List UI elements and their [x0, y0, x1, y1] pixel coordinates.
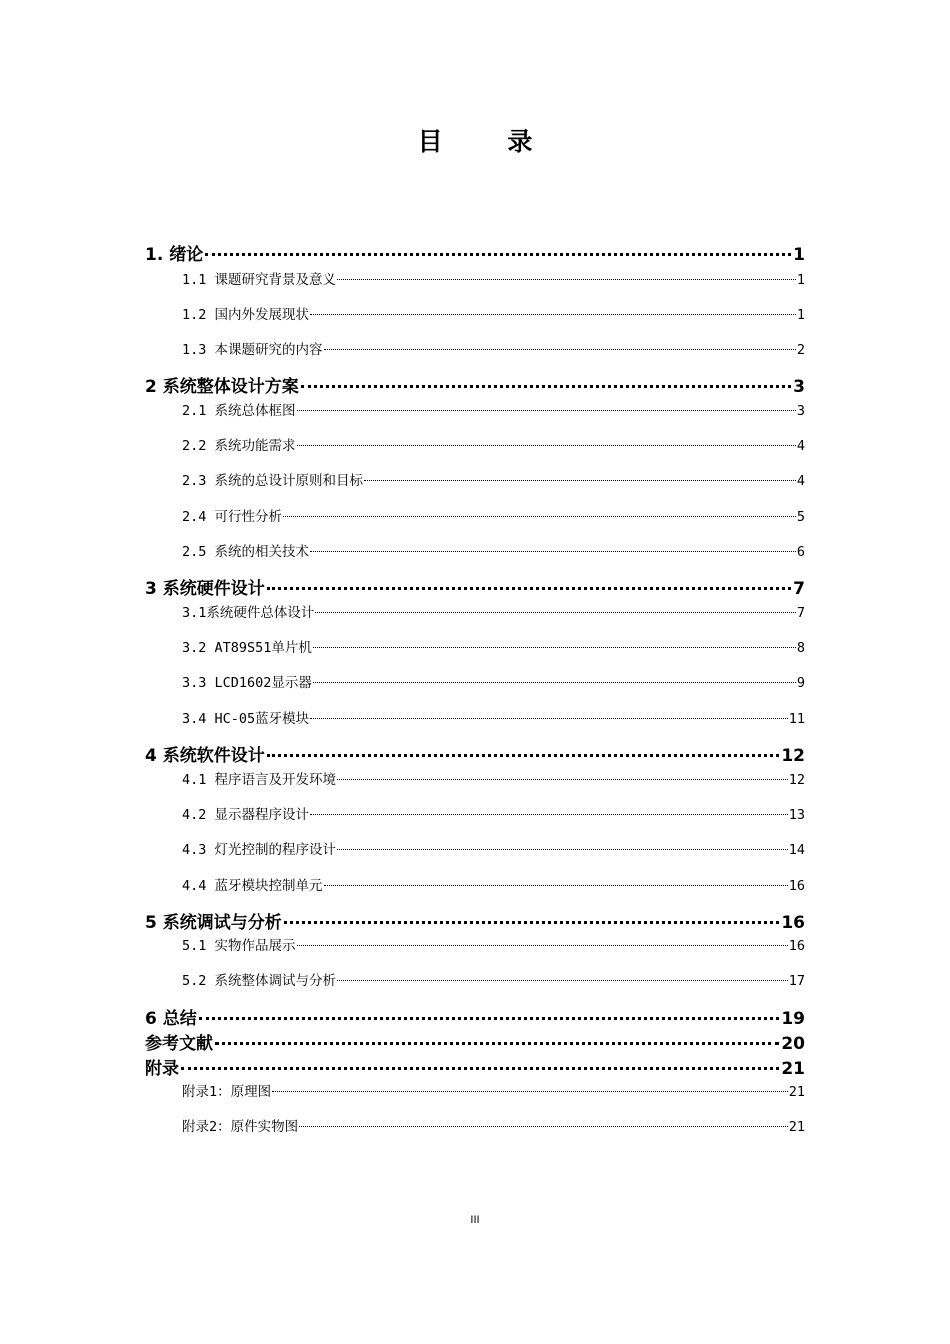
toc-page-number: 11: [788, 711, 805, 727]
dot-leader: [337, 279, 796, 280]
toc-entry-text: 参考文献: [145, 1034, 213, 1054]
toc-entry-text: 2.4 可行性分析: [182, 509, 283, 525]
toc-entry-text: 2.2 系统功能需求: [182, 438, 296, 454]
toc-entry-section[interactable]: [182, 507, 805, 527]
toc-entry-text: 5.2 系统整体调试与分析: [182, 973, 337, 989]
toc-entry-section[interactable]: [182, 709, 805, 729]
toc-page-number: 16: [781, 913, 805, 933]
toc-entry-section[interactable]: [182, 340, 805, 360]
toc-entry-section[interactable]: [182, 805, 805, 825]
dot-leader: [337, 779, 788, 780]
toc-page-number: 21: [788, 1084, 805, 1100]
dot-leader: [313, 682, 796, 683]
toc-page-number: 5: [796, 509, 805, 525]
dot-leader: [310, 718, 788, 719]
toc-entry-text: 6 总结: [145, 1009, 197, 1029]
toc-entry-section[interactable]: [182, 305, 805, 325]
toc-page-number: 3: [796, 403, 805, 419]
toc-entry-section[interactable]: [182, 971, 805, 991]
toc-entry-text: 附录1：原理图: [182, 1084, 272, 1100]
toc-entry-section[interactable]: [182, 840, 805, 860]
toc-entry-text: 5.1 实物作品展示: [182, 938, 296, 954]
toc-page-number: 6: [796, 544, 805, 560]
toc-entry-section[interactable]: [182, 603, 805, 623]
toc-entry-section[interactable]: [182, 270, 805, 290]
toc-entry-section[interactable]: [182, 876, 805, 896]
dot-leader: [272, 1091, 788, 1092]
toc-page-number: 20: [781, 1034, 805, 1054]
dot-leader: [297, 410, 796, 411]
toc-entry-text: 3 系统硬件设计: [145, 579, 265, 599]
toc-page-number: 2: [796, 342, 805, 358]
toc-entry-section[interactable]: [182, 1082, 805, 1102]
toc-entry-section[interactable]: [182, 770, 805, 790]
toc-entry-text: 3.4 HC-05蓝牙模块: [182, 711, 310, 727]
toc-entry-text: 附录2：原件实物图: [182, 1119, 299, 1135]
toc-page-number: 7: [796, 605, 805, 621]
toc-page-number: 1: [793, 245, 805, 265]
toc-entry-section[interactable]: [182, 401, 805, 421]
toc-page-number: 21: [781, 1059, 805, 1079]
toc-entry-text: 2.3 系统的总设计原则和目标: [182, 473, 364, 489]
dot-leader: [310, 814, 788, 815]
toc-entry-text: 3.3 LCD1602显示器: [182, 675, 312, 691]
dot-leader: [337, 980, 788, 981]
toc-title: 目 录: [417, 127, 561, 156]
toc-entry-section[interactable]: [182, 936, 805, 956]
dot-leader: [267, 587, 791, 590]
dot-leader: [337, 849, 788, 850]
toc-entry-text: 1.2 国内外发展现状: [182, 307, 310, 323]
dot-leader: [199, 1017, 780, 1020]
toc-page-number: 1: [796, 272, 805, 288]
dot-leader: [301, 385, 791, 388]
toc-entry-text: 4.1 程序语言及开发环境: [182, 772, 337, 788]
toc-page-number: 17: [788, 973, 805, 989]
toc-page-number: 12: [788, 772, 805, 788]
page-number-footer: III: [470, 1214, 480, 1226]
toc-page-number: 21: [788, 1119, 805, 1135]
dot-leader: [215, 1042, 779, 1045]
toc-entry-section[interactable]: [182, 436, 805, 456]
dot-leader: [205, 253, 791, 256]
toc-entry-text: 2.5 系统的相关技术: [182, 544, 310, 560]
dot-leader: [283, 516, 796, 517]
toc-entry-section[interactable]: [182, 638, 805, 658]
toc-entry-text: 4.2 显示器程序设计: [182, 807, 310, 823]
toc-page-number: 12: [781, 746, 805, 766]
toc-page-number: 19: [781, 1009, 805, 1029]
toc-entry-text: 1. 绪论: [145, 245, 204, 265]
toc-entry-text: 3.2 AT89S51单片机: [182, 640, 312, 656]
dot-leader: [181, 1067, 779, 1070]
dot-leader: [267, 754, 780, 757]
toc-entry-chapter[interactable]: [145, 577, 805, 601]
toc-page-number: 3: [793, 377, 805, 397]
toc-page-number: 1: [796, 307, 805, 323]
toc-entry-section[interactable]: [182, 673, 805, 693]
toc-entry-chapter[interactable]: [145, 911, 805, 935]
toc-page-number: 16: [788, 878, 805, 894]
dot-leader: [324, 349, 796, 350]
toc-page-number: 13: [788, 807, 805, 823]
dot-leader: [364, 480, 796, 481]
toc-entry-text: 2 系统整体设计方案: [145, 377, 299, 397]
toc-entry-text: 1.3 本课题研究的内容: [182, 342, 323, 358]
dot-leader: [310, 314, 796, 315]
toc-entry-text: 4 系统软件设计: [145, 746, 265, 766]
dot-leader: [313, 647, 796, 648]
toc-entry-section[interactable]: [182, 1117, 805, 1137]
toc-entry-chapter[interactable]: [145, 243, 805, 267]
toc-page-number: 16: [788, 938, 805, 954]
dot-leader: [299, 1126, 788, 1127]
toc-page-number: 14: [788, 842, 805, 858]
toc-page-number: 8: [796, 640, 805, 656]
toc-entry-section[interactable]: [182, 471, 805, 491]
dot-leader: [297, 945, 788, 946]
toc-entry-chapter[interactable]: [145, 1057, 805, 1081]
toc-entry-chapter[interactable]: [145, 1032, 805, 1056]
toc-page-number: 4: [796, 438, 805, 454]
toc-entry-text: 3.1系统硬件总体设计: [182, 605, 315, 621]
toc-entry-section[interactable]: [182, 542, 805, 562]
toc-entry-text: 2.1 系统总体框图: [182, 403, 296, 419]
toc-page-number: 9: [796, 675, 805, 691]
toc-page-number: 7: [793, 579, 805, 599]
toc-entry-text: 1.1 课题研究背景及意义: [182, 272, 337, 288]
dot-leader: [324, 885, 788, 886]
dot-leader: [310, 551, 796, 552]
toc-entry-chapter[interactable]: [145, 744, 805, 768]
dot-leader: [297, 445, 796, 446]
toc-entry-chapter[interactable]: [145, 375, 805, 399]
toc-entry-text: 附录: [145, 1059, 179, 1079]
dot-leader: [315, 612, 795, 613]
toc-page-number: 4: [796, 473, 805, 489]
toc-entry-chapter[interactable]: [145, 1007, 805, 1031]
toc-entry-text: 4.3 灯光控制的程序设计: [182, 842, 337, 858]
dot-leader: [284, 921, 780, 924]
toc-entry-text: 4.4 蓝牙模块控制单元: [182, 878, 323, 894]
toc-entry-text: 5 系统调试与分析: [145, 913, 282, 933]
